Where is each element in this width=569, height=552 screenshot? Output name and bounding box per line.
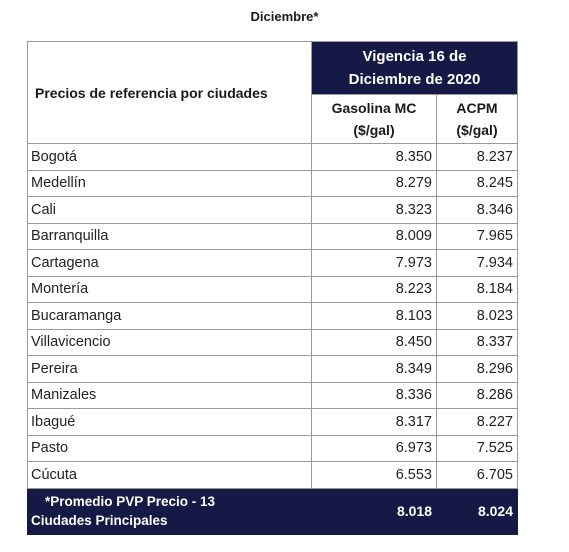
acpm-cell: 8.296 — [437, 356, 518, 383]
table-row — [28, 144, 518, 171]
table-row — [28, 250, 518, 277]
city-cell: Barranquilla — [28, 223, 312, 250]
acpm-cell: 7.525 — [437, 435, 518, 462]
footer-label-line2: Ciudades Principales — [31, 513, 168, 528]
gasolina-cell: 7.973 — [312, 250, 437, 277]
city-cell: Montería — [28, 276, 312, 303]
acpm-cell: 8.286 — [437, 382, 518, 409]
acpm-cell: 8.346 — [437, 197, 518, 224]
header-gasolina-line1: Gasolina MC — [331, 100, 417, 116]
gasolina-cell: 8.317 — [312, 409, 437, 436]
table-row — [28, 356, 518, 383]
header-validity-group — [312, 42, 518, 95]
header-gasolina-line2: ($/gal) — [353, 122, 395, 138]
gasolina-cell: 8.336 — [312, 382, 437, 409]
city-cell: Cali — [28, 197, 312, 224]
gasolina-cell: 8.223 — [312, 276, 437, 303]
header-cities: Precios de referencia por ciudades — [28, 42, 312, 144]
fuel-price-table — [27, 41, 518, 535]
gasolina-cell: 8.323 — [312, 197, 437, 224]
city-cell: Villavicencio — [28, 329, 312, 356]
header-acpm-line2: ($/gal) — [456, 122, 498, 138]
header-gasolina — [312, 95, 437, 144]
table-row — [28, 276, 518, 303]
city-cell: Manizales — [28, 382, 312, 409]
gasolina-cell: 8.450 — [312, 329, 437, 356]
table-row — [28, 329, 518, 356]
acpm-cell: 8.237 — [437, 144, 518, 171]
header-acpm — [437, 95, 518, 144]
acpm-cell: 7.934 — [437, 250, 518, 277]
acpm-cell: 8.227 — [437, 409, 518, 436]
acpm-cell: 8.184 — [437, 276, 518, 303]
gasolina-cell: 8.349 — [312, 356, 437, 383]
header-acpm-line1: ACPM — [456, 100, 498, 116]
table-caption: Diciembre* — [250, 9, 319, 24]
acpm-cell: 8.245 — [437, 170, 518, 197]
acpm-cell: 8.337 — [437, 329, 518, 356]
city-cell: Cartagena — [28, 250, 312, 277]
footer-label-line1: *Promedio PVP Precio - 13 — [45, 494, 216, 509]
gasolina-cell: 8.103 — [312, 303, 437, 330]
table-row — [28, 382, 518, 409]
city-cell: Pereira — [28, 356, 312, 383]
city-cell: Ibagué — [28, 409, 312, 436]
table-row — [28, 409, 518, 436]
table-row — [28, 170, 518, 197]
acpm-cell: 6.705 — [437, 462, 518, 489]
gasolina-cell: 8.009 — [312, 223, 437, 250]
footer-gasolina: 8.018 — [312, 488, 437, 534]
table-header-row — [28, 42, 518, 95]
table-row — [28, 435, 518, 462]
table-row — [28, 462, 518, 489]
gasolina-cell: 8.350 — [312, 144, 437, 171]
gasolina-cell: 6.973 — [312, 435, 437, 462]
city-cell: Medellín — [28, 170, 312, 197]
table-row — [28, 197, 518, 224]
city-cell: Bucaramanga — [28, 303, 312, 330]
footer-label — [28, 488, 312, 534]
table-row — [28, 303, 518, 330]
city-cell: Pasto — [28, 435, 312, 462]
acpm-cell: 8.023 — [437, 303, 518, 330]
table-footer-row — [28, 488, 518, 534]
header-validity-line1: Vigencia 16 de — [362, 48, 467, 65]
table-row — [28, 223, 518, 250]
header-validity-line2: Diciembre de 2020 — [348, 71, 481, 88]
city-cell: Cúcuta — [28, 462, 312, 489]
acpm-cell: 7.965 — [437, 223, 518, 250]
city-cell: Bogotá — [28, 144, 312, 171]
footer-acpm: 8.024 — [437, 488, 518, 534]
gasolina-cell: 6.553 — [312, 462, 437, 489]
gasolina-cell: 8.279 — [312, 170, 437, 197]
